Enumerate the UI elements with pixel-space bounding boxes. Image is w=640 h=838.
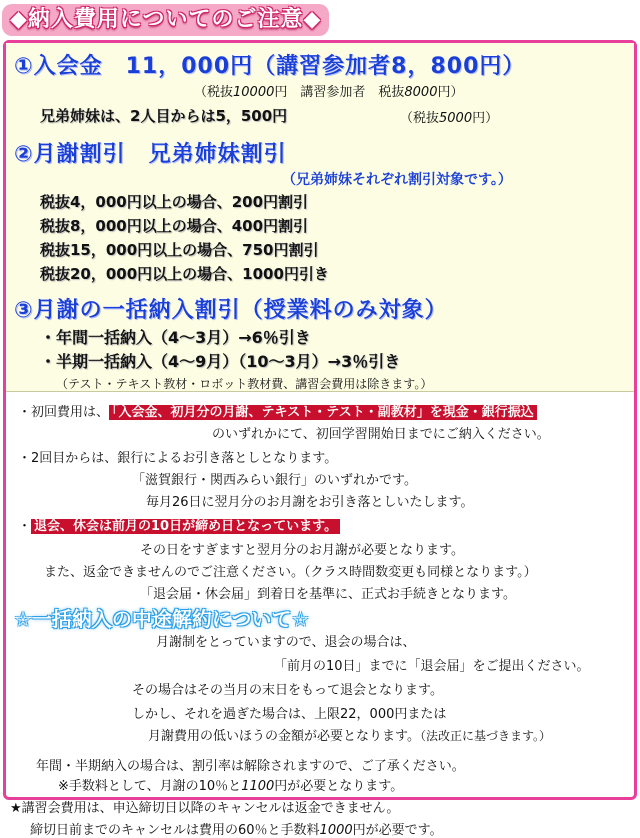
discount-row: 税抜8，000円以上の場合、400円割引	[40, 217, 309, 235]
lump-sum-exclusion: （テスト・テキスト教材・ロボット教材費、講習会費用は除きます。）	[56, 377, 433, 391]
no-refund-note: また、返金できませんのでご注意ください。（クラス時間数変更も同様となります。）	[44, 565, 537, 580]
cancel-line: 月謝費用の低いほうの金額が必要となります。（法改正に基づきます。）	[148, 729, 552, 744]
enrollment-heading: ①入会金 11，000円（講習参加者8，800円）	[14, 54, 526, 79]
sibling-tax-note: （税抜5000円）	[400, 111, 499, 126]
cancel-line: 「前月の10日」までに「退会届」をご提出ください。	[274, 659, 590, 674]
course-cancel-fee: 締切日前までのキャンセルは費用の60％と手数料1000円が必要です。	[30, 823, 443, 838]
monthly-discount-heading: ②月謝割引 兄弟姉妹割引	[14, 142, 287, 167]
discount-cancel-note: 年間・半期納入の場合は、割引率は解除されますので、ご了承ください。	[36, 759, 465, 774]
discount-row: 税抜20，000円以上の場合、1000円引き	[40, 265, 329, 283]
course-cancel-note: ★講習会費用は、申込締切日以降のキャンセルは返金できません。	[10, 801, 400, 816]
sibling-discount-note: （兄弟姉妹それぞれ割引対象です。）	[282, 172, 512, 188]
initial-fee-note: ・初回費用は、 「入会金、初月分の月謝、テキスト・テスト・副教材」を現金・銀行振込	[18, 401, 537, 420]
discount-row: 税抜4，000円以上の場合、200円割引	[40, 193, 309, 211]
debit-date: 毎月26日に翌月分のお月謝をお引き落としいたします。	[146, 495, 474, 510]
cancel-line: しかし、それを過ぎた場合は、上限22，000円または	[132, 707, 447, 722]
notice-box	[3, 40, 637, 838]
page-title: ◆納入費用についてのご注意◆	[2, 4, 329, 36]
discount-row: 税抜15，000円以上の場合、750円割引	[40, 241, 319, 259]
withdraw-next-month: その日をすぎますと翌月分のお月謝が必要となります。	[140, 543, 464, 558]
withdraw-deadline: ・ 退会、休会は前月の10日が締め日となっています。	[18, 515, 340, 534]
enrollment-tax-note: （税抜10000円 講習参加者 税抜8000円）	[194, 85, 464, 100]
cancel-line: 月謝制をとっていますので、退会の場合は、	[156, 635, 416, 650]
initial-fee-note-cont: のいずれかにて、初回学習開始日までにご納入ください。	[212, 427, 550, 442]
bank-names: 「滋賀銀行・関西みらい銀行」のいずれかです。	[132, 473, 417, 488]
half-year-payment-discount: ・半期一括納入（4～9月）（10～3月）→3％引き	[40, 352, 401, 371]
sibling-enrollment: 兄弟姉妹は、2人目からは5，500円	[40, 107, 288, 125]
cancel-section-heading: ☆一括納入の中途解約について☆	[14, 607, 310, 631]
withdraw-form-note: 「退会届・休会届」到着日を基準に、正式お手続きとなります。	[140, 587, 516, 602]
lump-sum-heading: ③月謝の一括納入割引（授業料のみ対象）	[14, 298, 448, 323]
fee-discount-section	[6, 43, 634, 392]
annual-payment-discount: ・年間一括納入（4～3月）→6％引き	[40, 328, 311, 347]
cancel-line: その場合はその当月の末日をもって退会となります。	[132, 683, 443, 698]
fee-note: ※手数料として、月謝の10％と1100円が必要となります。	[58, 779, 404, 794]
bank-debit-note: ・2回目からは、銀行によるお引き落としとなります。	[18, 451, 338, 466]
